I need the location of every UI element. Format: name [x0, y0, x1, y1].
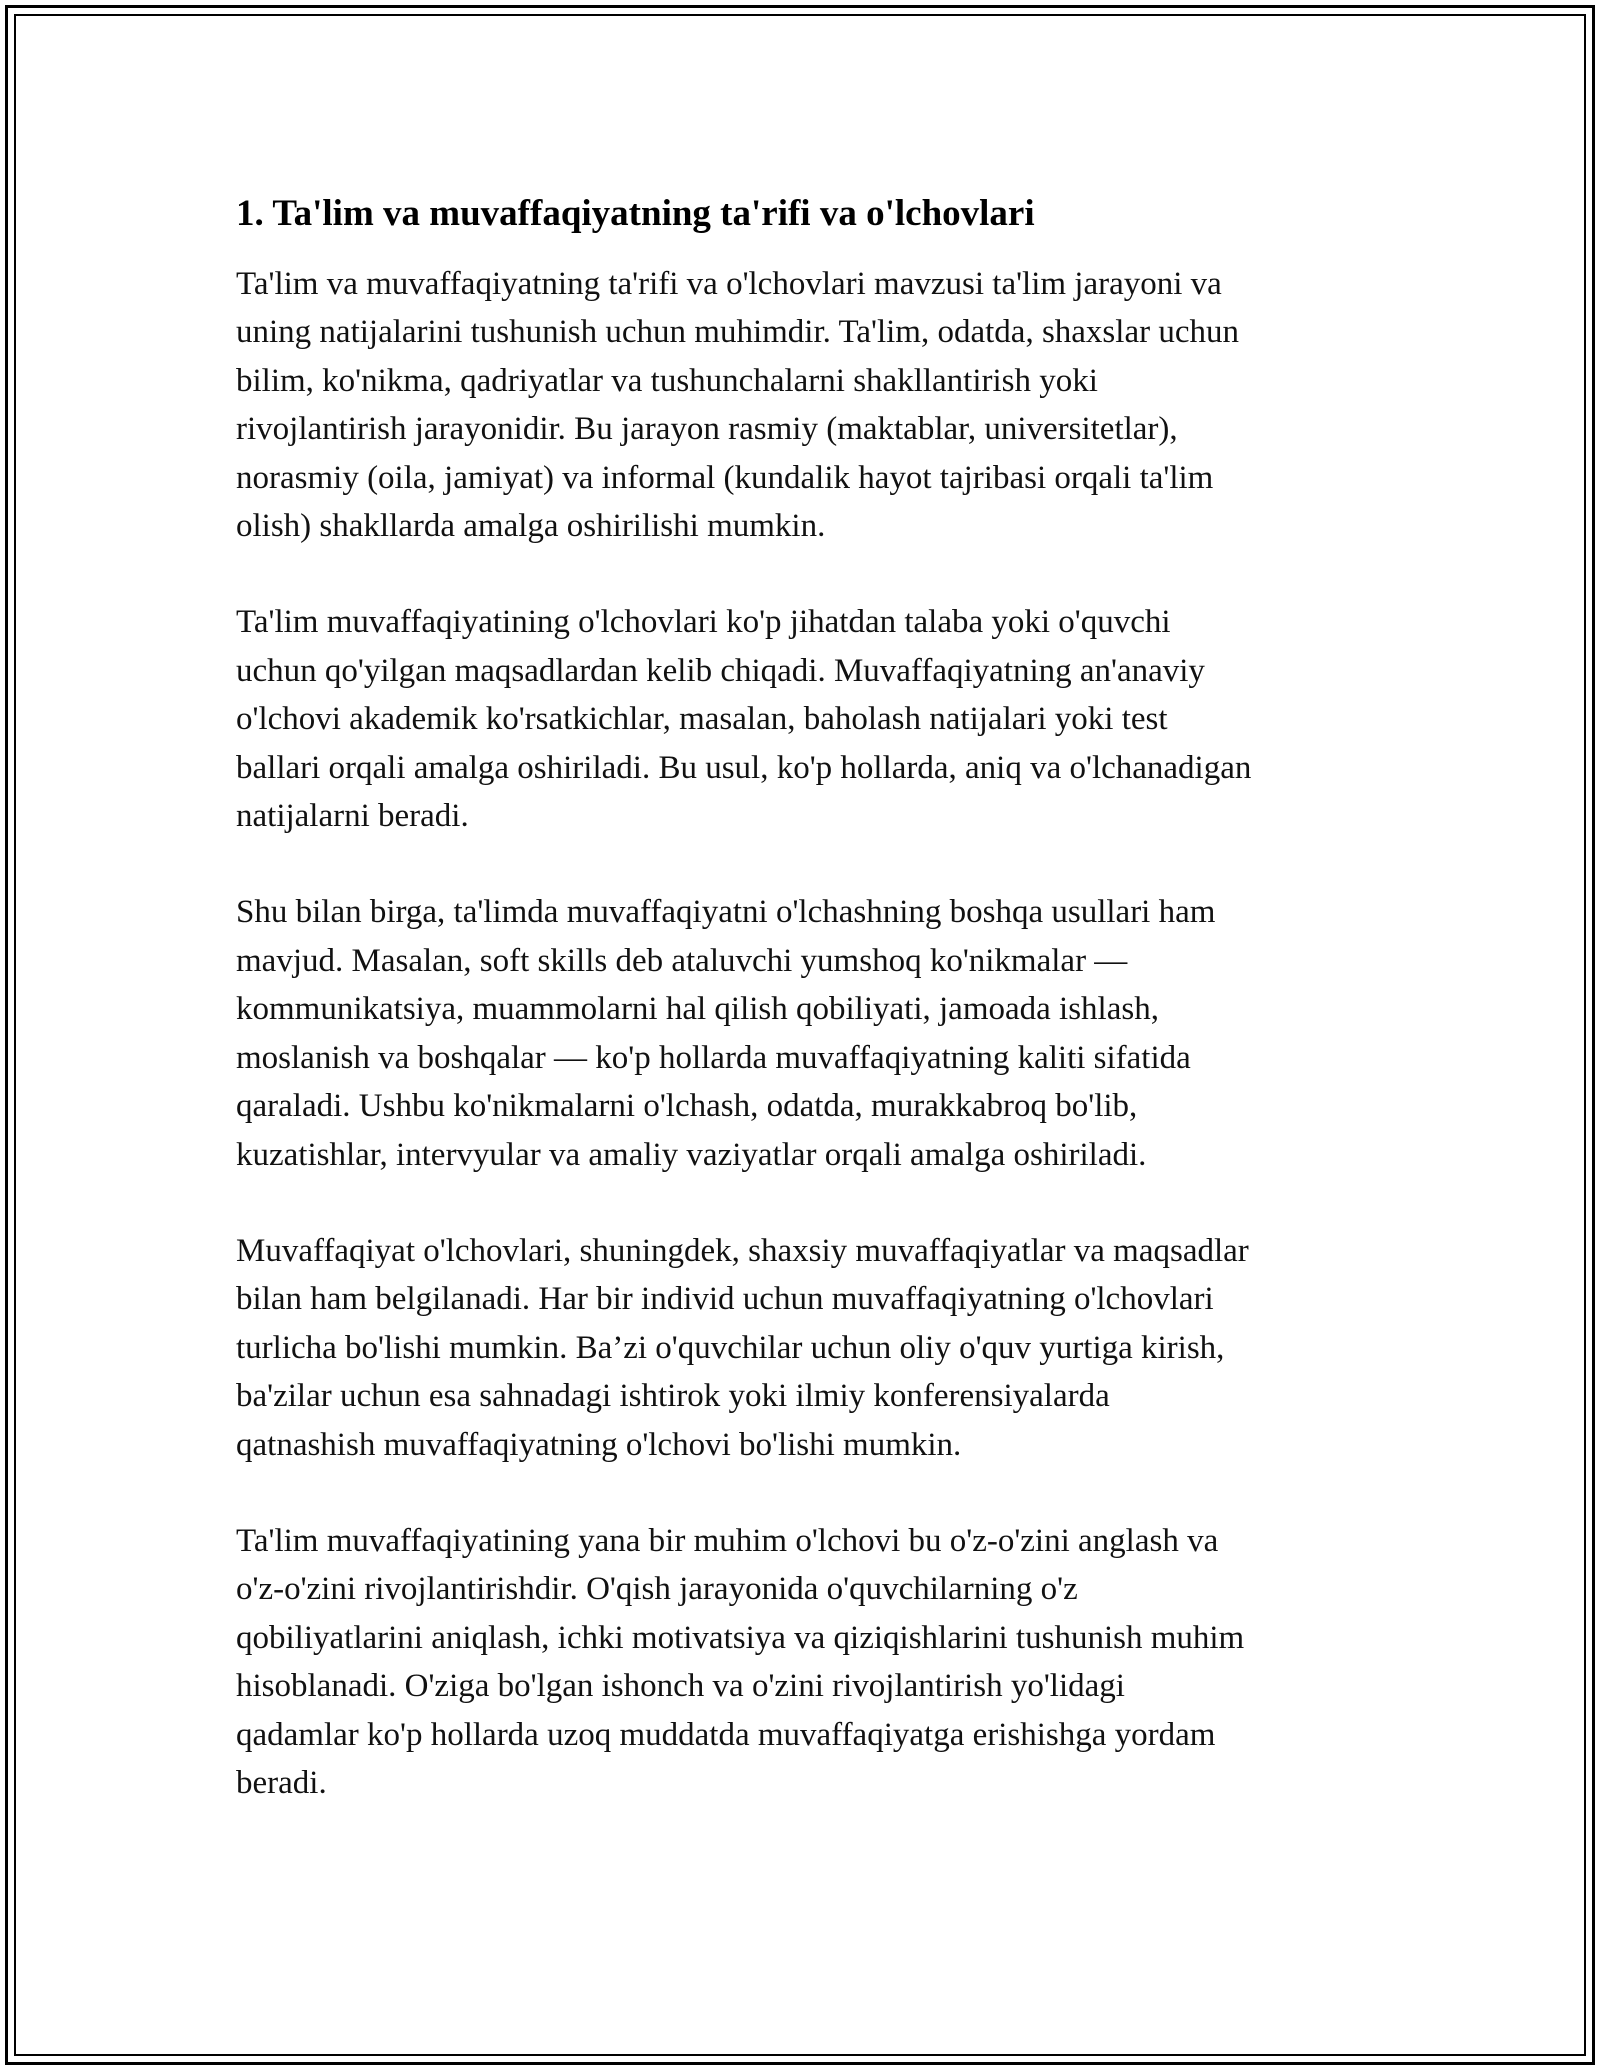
text-line: qobiliyatlarini aniqlash, ichki motivatsiya va qiziqishlarini tushunish muhim — [236, 1619, 1245, 1656]
text-line: hisoblanadi. O'ziga bo'lgan ishonch va o'zini rivojlantirish yo'lidagi — [236, 1668, 1125, 1705]
text-line: norasmiy (oila, jamiyat) va informal (kundalik hayot tajribasi orqali ta'lim — [236, 459, 1214, 496]
text-line: qadamlar ko'p hollarda uzoq muddatda muvaffaqiyatga erishishga yordam — [236, 1716, 1216, 1753]
text-line: Ta'lim muvaffaqiyatining yana bir muhim o'lchovi bu o'z-o'zini anglash va — [236, 1522, 1219, 1559]
document-content — [236, 186, 1376, 1855]
text-line: bilim, ko'nikma, qadriyatlar va tushunchalarni shakllantirish yoki — [236, 362, 1098, 399]
text-line: kommunikatsiya, muammolarni hal qilish qobiliyati, jamoada ishlash, — [236, 991, 1159, 1028]
text-line: qatnashish muvaffaqiyatning o'lchovi bo'lishi mumkin. — [236, 1426, 962, 1463]
text-line: ba'zilar uchun esa sahnadagi ishtirok yoki ilmiy konferensiyalarda — [236, 1378, 1110, 1415]
section-heading: 1. Ta'lim va muvaffaqiyatning ta'rifi va o'lchovlari — [236, 193, 1035, 234]
text-line: Muvaffaqiyat o'lchovlari, shuningdek, shaxsiy muvaffaqiyatlar va maqsadlar — [236, 1232, 1249, 1269]
text-line: turlicha bo'lishi mumkin. Ba’zi o'quvchilar uchun oliy o'quv yurtiga kirish, — [236, 1329, 1225, 1366]
text-line: moslanish va boshqalar — ko'p hollarda muvaffaqiyatning kaliti sifatida — [236, 1039, 1191, 1076]
text-line: beradi. — [236, 1764, 327, 1801]
text-line: natijalarni beradi. — [236, 798, 469, 835]
text-line: mavjud. Masalan, soft skills deb ataluvchi yumshoq ko'nikmalar — — [236, 942, 1128, 979]
text-line: Shu bilan birga, ta'limda muvaffaqiyatni o'lchashning boshqa usullari ham — [236, 894, 1216, 931]
paragraph-2 — [236, 598, 1376, 840]
paragraph-3 — [236, 888, 1376, 1178]
text-line: rivojlantirish jarayonidir. Bu jarayon rasmiy (maktablar, universitetlar), — [236, 411, 1178, 448]
text-line: kuzatishlar, intervyular va amaliy vaziyatlar orqali amalga oshiriladi. — [236, 1136, 1147, 1173]
paragraph-1 — [236, 260, 1376, 550]
paragraph-5 — [236, 1517, 1376, 1807]
text-line: ballari orqali amalga oshiriladi. Bu usul, ko'p hollarda, aniq va o'lchanadigan — [236, 749, 1252, 786]
text-line: o'z-o'zini rivojlantirishdir. O'qish jarayonida o'quvchilarning o'z — [236, 1571, 1078, 1608]
text-line: Ta'lim muvaffaqiyatining o'lchovlari ko'p jihatdan talaba yoki o'quvchi — [236, 604, 1171, 641]
text-line: bilan ham belgilanadi. Har bir individ uchun muvaffaqiyatning o'lchovlari — [236, 1281, 1214, 1318]
text-line: Ta'lim va muvaffaqiyatning ta'rifi va o'lchovlari mavzusi ta'lim jarayoni va — [236, 266, 1222, 302]
text-line: uchun qo'yilgan maqsadlardan kelib chiqadi. Muvaffaqiyatning an'anaviy — [236, 652, 1205, 689]
text-line: qaraladi. Ushbu ko'nikmalarni o'lchash, odatda, murakkabroq bo'lib, — [236, 1088, 1138, 1125]
paragraph-4 — [236, 1227, 1376, 1469]
text-line: o'lchovi akademik ko'rsatkichlar, masalan, baholash natijalari yoki test — [236, 701, 1168, 738]
text-line: uning natijalarini tushunish uchun muhimdir. Ta'lim, odatda, shaxslar uchun — [236, 314, 1239, 351]
text-line: olish) shakllarda amalga oshirilishi mumkin. — [236, 508, 826, 545]
